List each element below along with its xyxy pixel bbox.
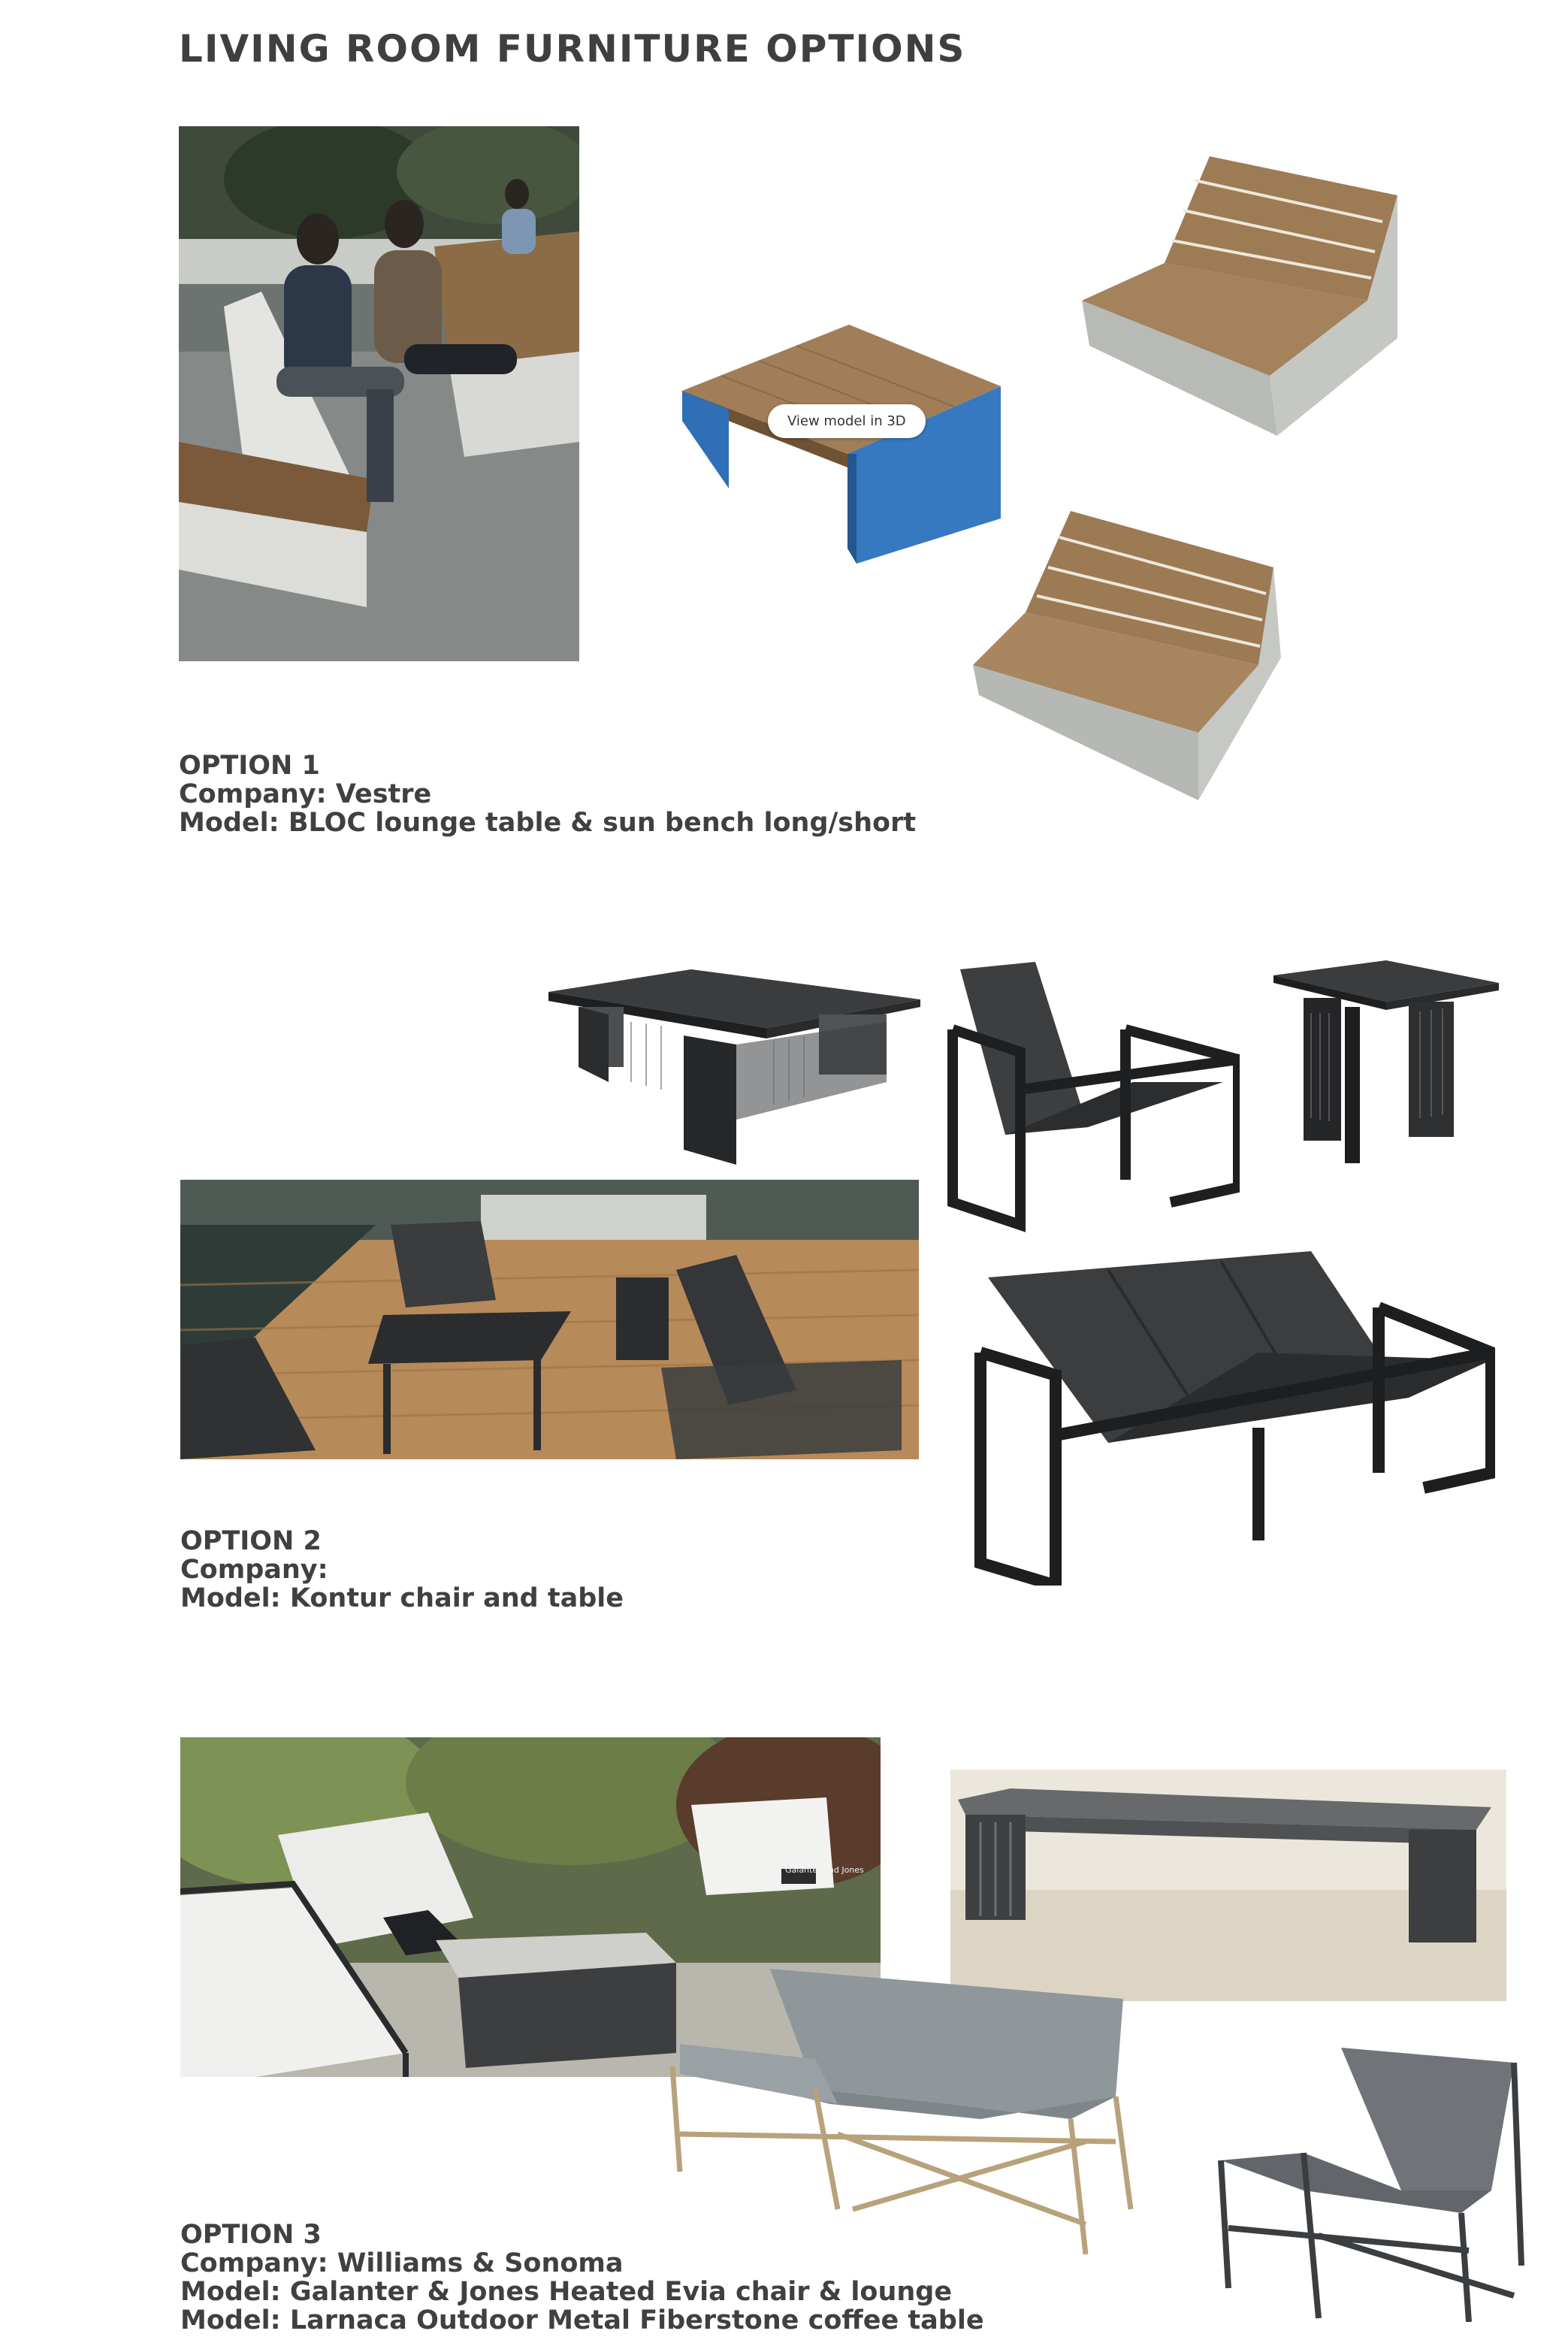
option1-heading: OPTION 1 bbox=[179, 751, 320, 781]
option2-coffee-table-render bbox=[548, 969, 920, 1165]
option1-sun-bench-short-render bbox=[973, 507, 1281, 808]
option1-company: Company: Vestre bbox=[179, 779, 432, 809]
option3-heading: OPTION 3 bbox=[180, 2220, 322, 2250]
option1-caption bbox=[179, 751, 916, 837]
galanter-and-jones-label: Galanter and Jones bbox=[785, 1865, 864, 1875]
page-title: LIVING ROOM FURNITURE OPTIONS bbox=[179, 27, 966, 71]
option3-evia-lounge-render bbox=[665, 1954, 1138, 2258]
option1-lifestyle-photo bbox=[179, 126, 579, 661]
option3-model-table: Model: Larnaca Outdoor Metal Fiberstone coffee table bbox=[180, 2305, 984, 2335]
option2-company: Company: bbox=[180, 1555, 328, 1585]
option1-lounge-table-render bbox=[676, 323, 1007, 564]
option2-heading: OPTION 2 bbox=[180, 1526, 322, 1556]
option2-lifestyle-photo bbox=[180, 1180, 919, 1459]
view-model-in-3d-button[interactable]: View model in 3D bbox=[768, 404, 926, 438]
option1-sun-bench-long-render bbox=[1082, 150, 1397, 443]
option1-model: Model: BLOC lounge table & sun bench long/short bbox=[179, 808, 917, 838]
option3-company: Company: Williams & Sonoma bbox=[180, 2248, 624, 2278]
option2-side-table-render bbox=[1273, 960, 1499, 1163]
option2-caption bbox=[180, 1527, 624, 1613]
option3-evia-chair-render bbox=[1213, 2040, 1529, 2322]
option3-caption bbox=[180, 2220, 984, 2335]
option2-sofa-render bbox=[973, 1247, 1495, 1586]
option3-model-chair: Model: Galanter & Jones Heated Evia chair & lounge bbox=[180, 2277, 953, 2307]
option2-lounge-chair-render bbox=[945, 954, 1240, 1232]
option2-model: Model: Kontur chair and table bbox=[180, 1583, 624, 1613]
